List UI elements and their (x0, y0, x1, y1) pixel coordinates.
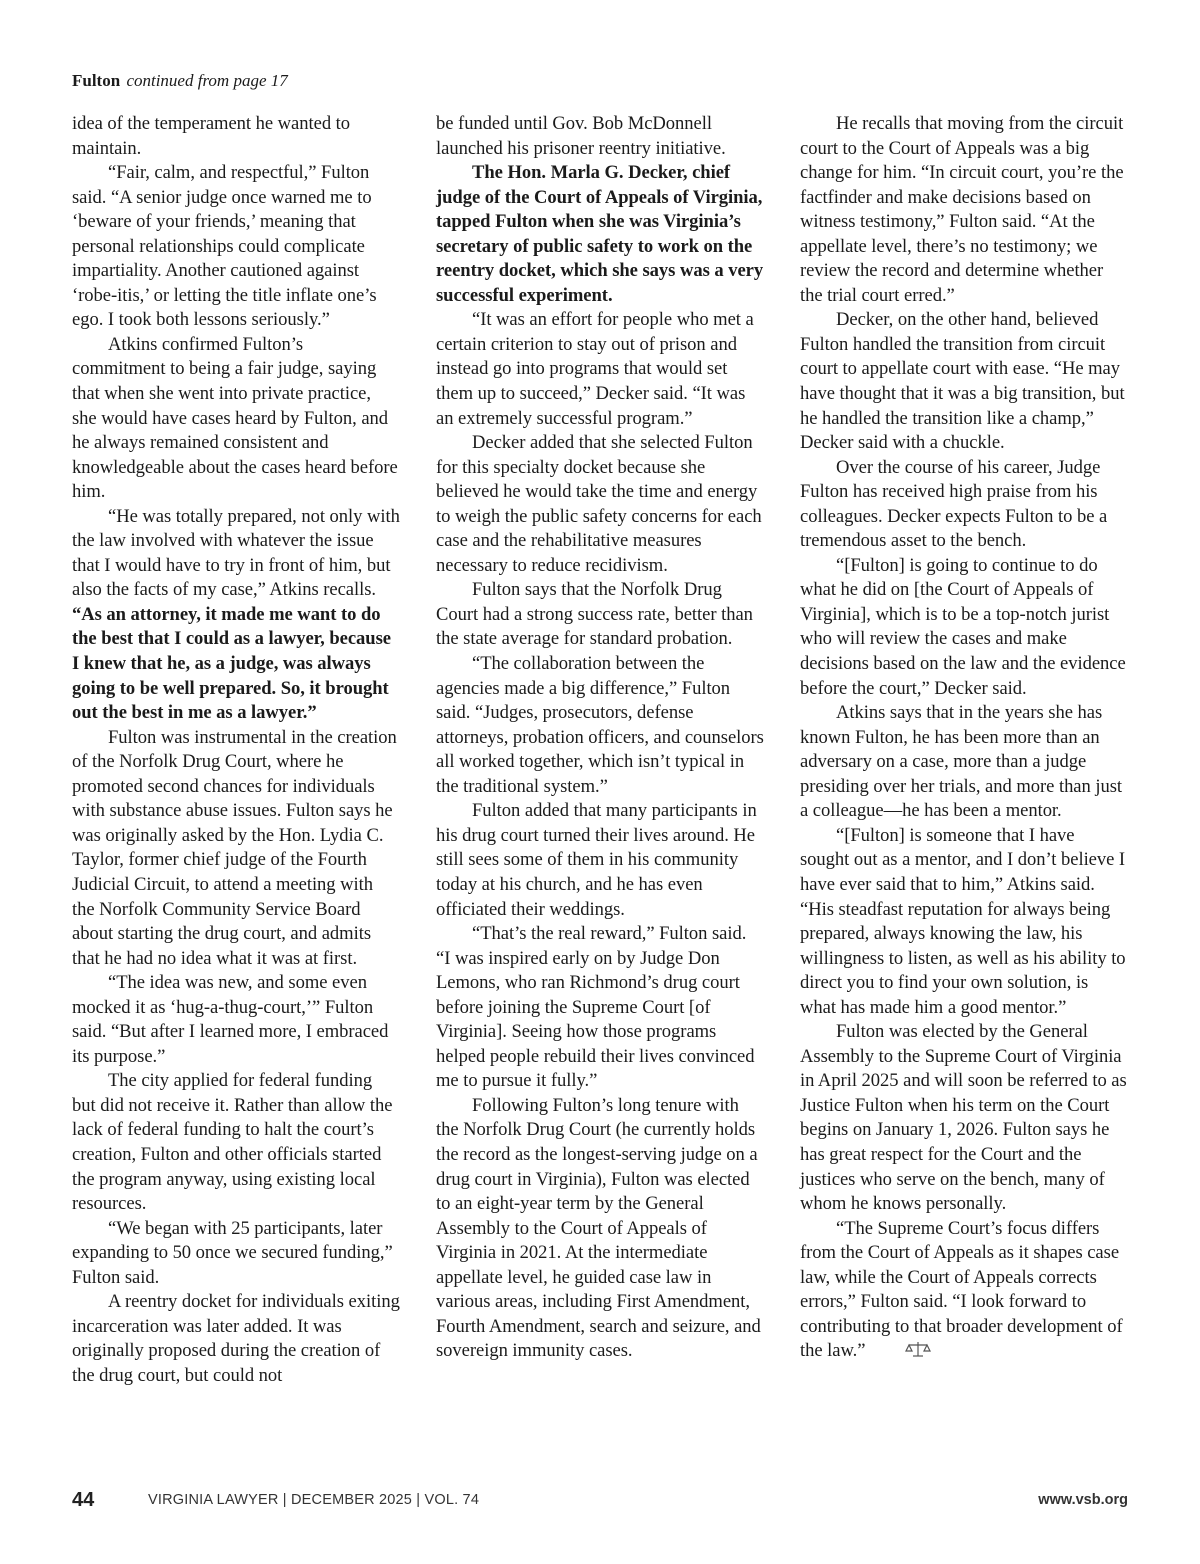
article-paragraph (800, 112, 1128, 308)
article-paragraph (436, 578, 764, 652)
article-paragraph (436, 308, 764, 431)
paragraph-text: He recalls that moving from the circuit court to the Court of Appeals was a big change for him. “In circuit court, you’re the factfinder and make decisions based on witness testimony,” Fulton said. “At the appellate level, there’s no testimony; we review the record and determine whether the trial court erred.” (800, 113, 1124, 306)
article-paragraph (436, 161, 764, 308)
article-paragraph (72, 726, 400, 971)
paragraph-text: “Fair, calm, and respectful,” Fulton said. “A senior judge once warned me to ‘beware of your friends,’ meaning that personal relationships could complicate impartiality. Another cautioned against ‘robe-itis,’ or letting the title inflate one’s ego. I took both lessons seriously.” (72, 162, 377, 331)
article-paragraph (72, 1290, 400, 1388)
article-paragraph (800, 308, 1128, 455)
article-paragraph (436, 112, 764, 161)
paragraph-text: be funded until Gov. Bob McDonnell launched his prisoner reentry initiative. (436, 113, 726, 159)
paragraph-text: “We began with 25 participants, later expanding to 50 once we secured funding,” Fulton said. (72, 1217, 393, 1288)
article-paragraph (436, 431, 764, 578)
paragraph-text: “He was totally prepared, not only with the law involved with whatever the issue that I would have to try in front of him, but also the facts of my case,” Atkins recalls. (72, 505, 400, 601)
article-paragraph (72, 1069, 400, 1216)
paragraph-text: “[Fulton] is someone that I have sought out as a mentor, and I don’t believe I have ever said that to him,” Atkins said. “His steadfast reputation for always being prepared, always knowing the law, his willingness to listen, as well as his ability to direct you to find your own solution, is what has made him a good mentor.” (800, 824, 1126, 1018)
paragraph-text: The city applied for federal funding but did not receive it. Rather than allow the lack of federal funding to halt the court’s creation, Fulton and other officials started the program anyway, using existing local resources. (72, 1070, 393, 1215)
paragraph-text: idea of the temperament he wanted to maintain. (72, 113, 351, 159)
article-paragraph (72, 333, 400, 505)
paragraph-text: “The collaboration between the agencies made a big difference,” Fulton said. “Judges, prosecutors, defense attorneys, probation officers, and counselors all worked together, which isn’t typical in the traditional system.” (436, 653, 764, 797)
scales-of-justice-icon (869, 1340, 931, 1366)
article-column-2 (436, 112, 764, 1364)
article-paragraph (436, 799, 764, 922)
article-paragraph (436, 1094, 764, 1364)
magazine-issue-line: VIRGINIA LAWYER | DECEMBER 2025 | VOL. 74 (148, 1492, 480, 1508)
article-paragraph (72, 1217, 400, 1291)
paragraph-text: “The Supreme Court’s focus differs from the Court of Appeals as it shapes case law, while the Court of Appeals corrects errors,” Fulton said. “I look forward to contributing to that broader development of the law.” (800, 1217, 1123, 1362)
continuation-header (72, 70, 288, 92)
article-paragraph (436, 922, 764, 1094)
continued-from-note: continued from page 17 (126, 71, 288, 90)
article-paragraph (72, 161, 400, 333)
article-paragraph (800, 1217, 1128, 1366)
article-column-3 (800, 112, 1128, 1366)
paragraph-text: Fulton was elected by the General Assembly to the Supreme Court of Virginia in April 2025 and will soon be referred to as Justice Fulton when his term on the Court begins on January 1, 2026. Fulton says he has great respect for the Court and the justices who serve on the bench, many of whom he knows personally. (800, 1021, 1127, 1215)
paragraph-text: “[Fulton] is going to continue to do what he did on [the Court of Appeals of Virginia], which is to be a top-notch jurist who will review the cases and make decisions based on the law and the evidence before the court,” Decker said. (800, 554, 1126, 699)
article-paragraph (800, 1020, 1128, 1216)
bold-pull-quote: The Hon. Marla G. Decker, chief judge of the Court of Appeals of Virginia, tapped Fulton when she was Virginia’s secretary of public safety to work on the reentry docket, which she says was a very successful experiment. (436, 162, 764, 306)
paragraph-text: Atkins says that in the years she has known Fulton, he has been more than an adversary on a case, more than a judge presiding over her trials, and more than just a colleague—he has been a mentor. (800, 702, 1123, 822)
article-paragraph (436, 652, 764, 799)
paragraph-text: “The idea was new, and some even mocked it as ‘hug-a-thug-court,’” Fulton said. “But after I learned more, I embraced its purpose.” (72, 972, 389, 1067)
website-link[interactable]: www.vsb.org (1038, 1492, 1128, 1508)
paragraph-text: Decker, on the other hand, believed Fulton handled the transition from circuit court to appellate court with ease. “He may have thought that it was a big transition, but he handled the transition like a champ,” Decker said with a chuckle. (800, 309, 1125, 454)
paragraph-text: Fulton says that the Norfolk Drug Court had a strong success rate, better than the state average for standard probation. (436, 579, 753, 650)
article-column-1 (72, 112, 400, 1388)
page-number: 44 (72, 1489, 95, 1511)
paragraph-text: Fulton added that many participants in his drug court turned their lives around. He still sees some of them in his community today at his church, and he has even officiated their weddings. (436, 800, 757, 920)
paragraph-text: Fulton was instrumental in the creation of the Norfolk Drug Court, where he promoted second chances for individuals with substance abuse issues. Fulton says he was originally asked by the Hon. Lydia C. Taylor, former chief judge of the Fourth Judicial Circuit, to attend a meeting with the Norfolk Community Service Board about starting the drug court, and admits that he had no idea what it was at first. (72, 726, 397, 969)
article-paragraph (800, 824, 1128, 1020)
paragraph-text: “It was an effort for people who met a certain criterion to stay out of prison and instead go into programs that would set them up to succeed,” Decker said. “It was an extremely successful program.” (436, 309, 754, 429)
article-paragraph (72, 112, 400, 161)
article-subject-name: Fulton (72, 71, 121, 90)
article-paragraph (72, 971, 400, 1069)
article-paragraph (72, 505, 400, 726)
paragraph-text: “That’s the real reward,” Fulton said. “I was inspired early on by Judge Don Lemons, who ran Richmond’s drug court before joining the Supreme Court [of Virginia]. Seeing how those programs helped people rebuild their lives convinced me to pursue it fully.” (436, 923, 755, 1092)
paragraph-text: A reentry docket for individuals exiting incarceration was later added. It was originally proposed during the creation of the drug court, but could not (72, 1291, 400, 1386)
paragraph-text: Following Fulton’s long tenure with the Norfolk Drug Court (he currently holds the record as the longest-serving judge on a drug court in Virginia), Fulton was elected to an eight-year term by the General Assembly to the Court of Appeals of Virginia in 2021. At the intermediate appellate level, he guided case law in various areas, including First Amendment, Fourth Amendment, search and seizure, and sovereign immunity cases. (436, 1094, 761, 1362)
article-paragraph (800, 701, 1128, 824)
article-paragraph (800, 554, 1128, 701)
paragraph-text: Atkins confirmed Fulton’s commitment to being a fair judge, saying that when she went into private practice, she would have cases heard by Fulton, and he always remained consistent and knowledgeable about the cases heard before him. (72, 333, 398, 503)
bold-pull-quote: “As an attorney, it made me want to do the best that I could as a lawyer, because I knew that he, as a judge, was always going to be well prepared. So, it brought out the best in me as a lawyer.” (72, 603, 391, 724)
paragraph-text: Over the course of his career, Judge Fulton has received high praise from his colleagues. Decker expects Fulton to be a tremendous asset to the bench. (800, 456, 1108, 552)
article-paragraph (800, 456, 1128, 554)
paragraph-text: Decker added that she selected Fulton for this specialty docket because she believed he would take the time and energy to weigh the public safety concerns for each case and the rehabilitative measures necessary to reduce recidivism. (436, 432, 762, 576)
